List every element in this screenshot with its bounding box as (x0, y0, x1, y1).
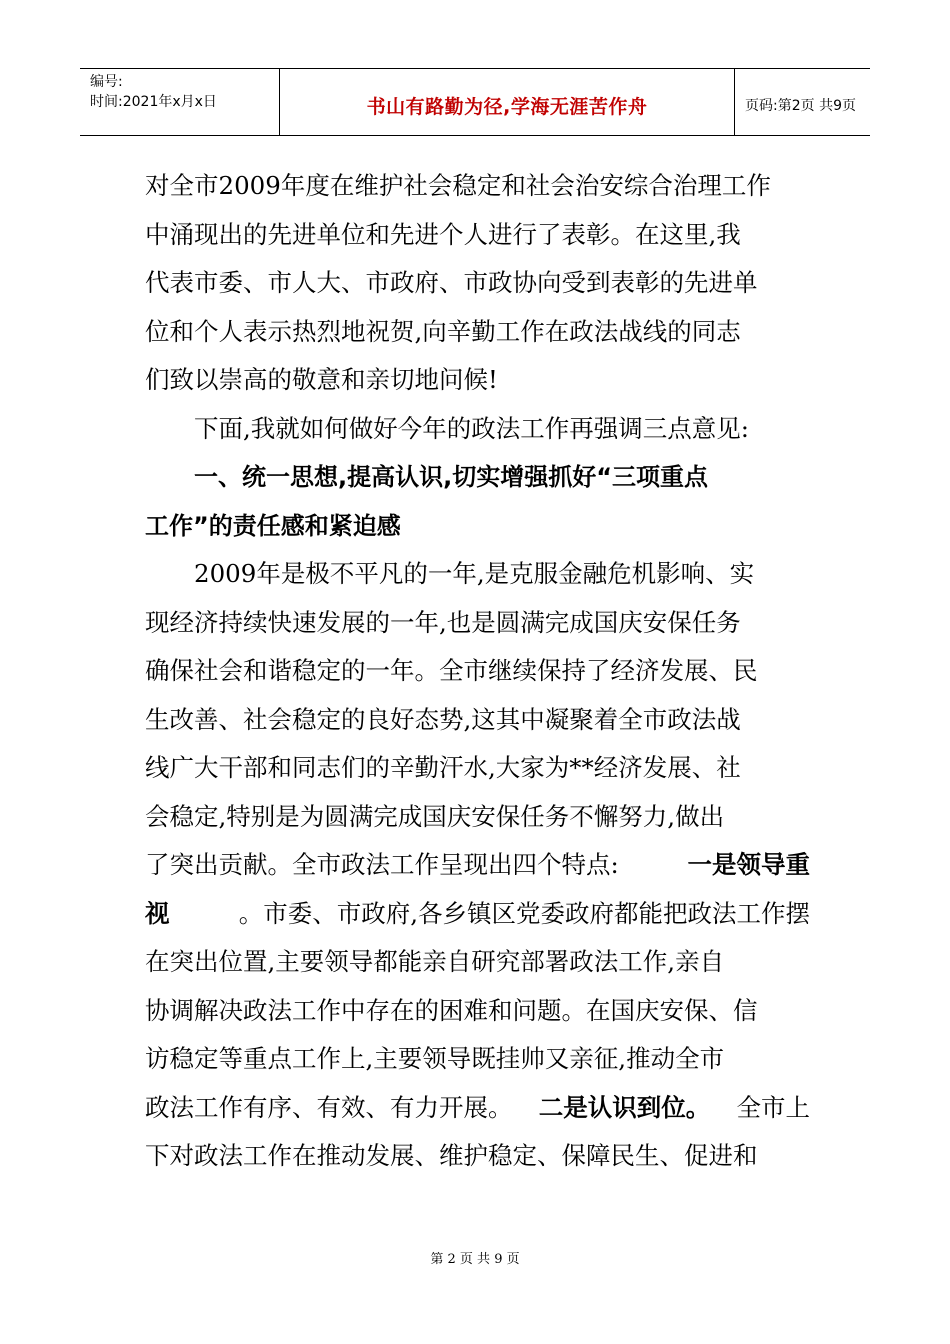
body-line: 们致以崇高的敬意和亲切地问候! (145, 365, 498, 394)
emphasis-point-two: 二是认识到位。 (538, 1092, 711, 1122)
document-date-label: 时间:2021年x月x日 (90, 94, 217, 110)
body-line (145, 890, 810, 939)
page-footer: 第 2 页 共 9 页 (430, 1252, 520, 1267)
body-line: 2009年是极不平凡的一年,是克服金融危机影响、实 (194, 559, 755, 588)
body-line: 线广大干部和同志们的辛勤汗水,大家为**经济发展、社 (145, 753, 741, 782)
section-heading-line: 工作”的责任感和紧迫感 (145, 511, 401, 540)
header-page-info: 页码:第2页 共9页 (745, 98, 856, 114)
body-text: 了突出贡献。全市政法工作呈现出四个特点: (145, 850, 619, 879)
body-text: 全市上 (736, 1092, 810, 1122)
body-line: 访稳定等重点工作上,主要领导既挂帅又亲征,推动全市 (145, 1044, 725, 1073)
header-meta (80, 69, 280, 135)
body-line: 协调解决政法工作中存在的困难和问题。在国庆安保、信 (145, 995, 758, 1025)
body-line: 现经济持续快速发展的一年,也是圆满完成国庆安保任务 (145, 607, 741, 637)
body-line: 代表市委、市人大、市政府、市政协向受到表彰的先进单 (145, 268, 758, 297)
body-line: 生改善、社会稳定的良好态势,这其中凝聚着全市政法战 (145, 704, 741, 734)
body-line: 位和个人表示热烈地祝贺,向辛勤工作在政法战线的同志 (145, 316, 741, 346)
document-number-label: 编号: (90, 74, 123, 90)
body-line: 确保社会和谐稳定的一年。全市继续保持了经济发展、民 (145, 656, 758, 685)
body-line: 会稳定,特别是为圆满完成国庆安保任务不懈努力,做出 (145, 801, 725, 831)
header-motto: 书山有路勤为径,学海无涯苦作舟 (280, 69, 735, 135)
body-line: 对全市2009年度在维护社会稳定和社会治安综合治理工作 (145, 171, 771, 200)
body-line (145, 841, 810, 890)
section-heading-line: 一、统一思想,提高认识,切实增强抓好“三项重点 (194, 463, 709, 491)
page-header (80, 68, 870, 136)
emphasis-point-one-end: 视 (145, 898, 170, 928)
document-body (145, 162, 810, 1181)
body-line: 在突出位置,主要领导都能亲自研究部署政法工作,亲自 (145, 947, 725, 976)
body-text: 。市委、市政府,各乡镇区党委政府都能把政法工作摆 (238, 898, 810, 928)
body-line: 中涌现出的先进单位和先进个人进行了表彰。在这里,我 (145, 219, 741, 249)
body-line: 下面,我就如何做好今年的政法工作再强调三点意见: (194, 413, 750, 443)
emphasis-point-one: 一是领导重 (687, 850, 810, 879)
body-line: 下对政法工作在推动发展、维护稳定、保障民生、促进和 (145, 1141, 758, 1170)
body-line (145, 1084, 810, 1133)
body-text: 政法工作有序、有效、有力开展。 (145, 1092, 513, 1122)
